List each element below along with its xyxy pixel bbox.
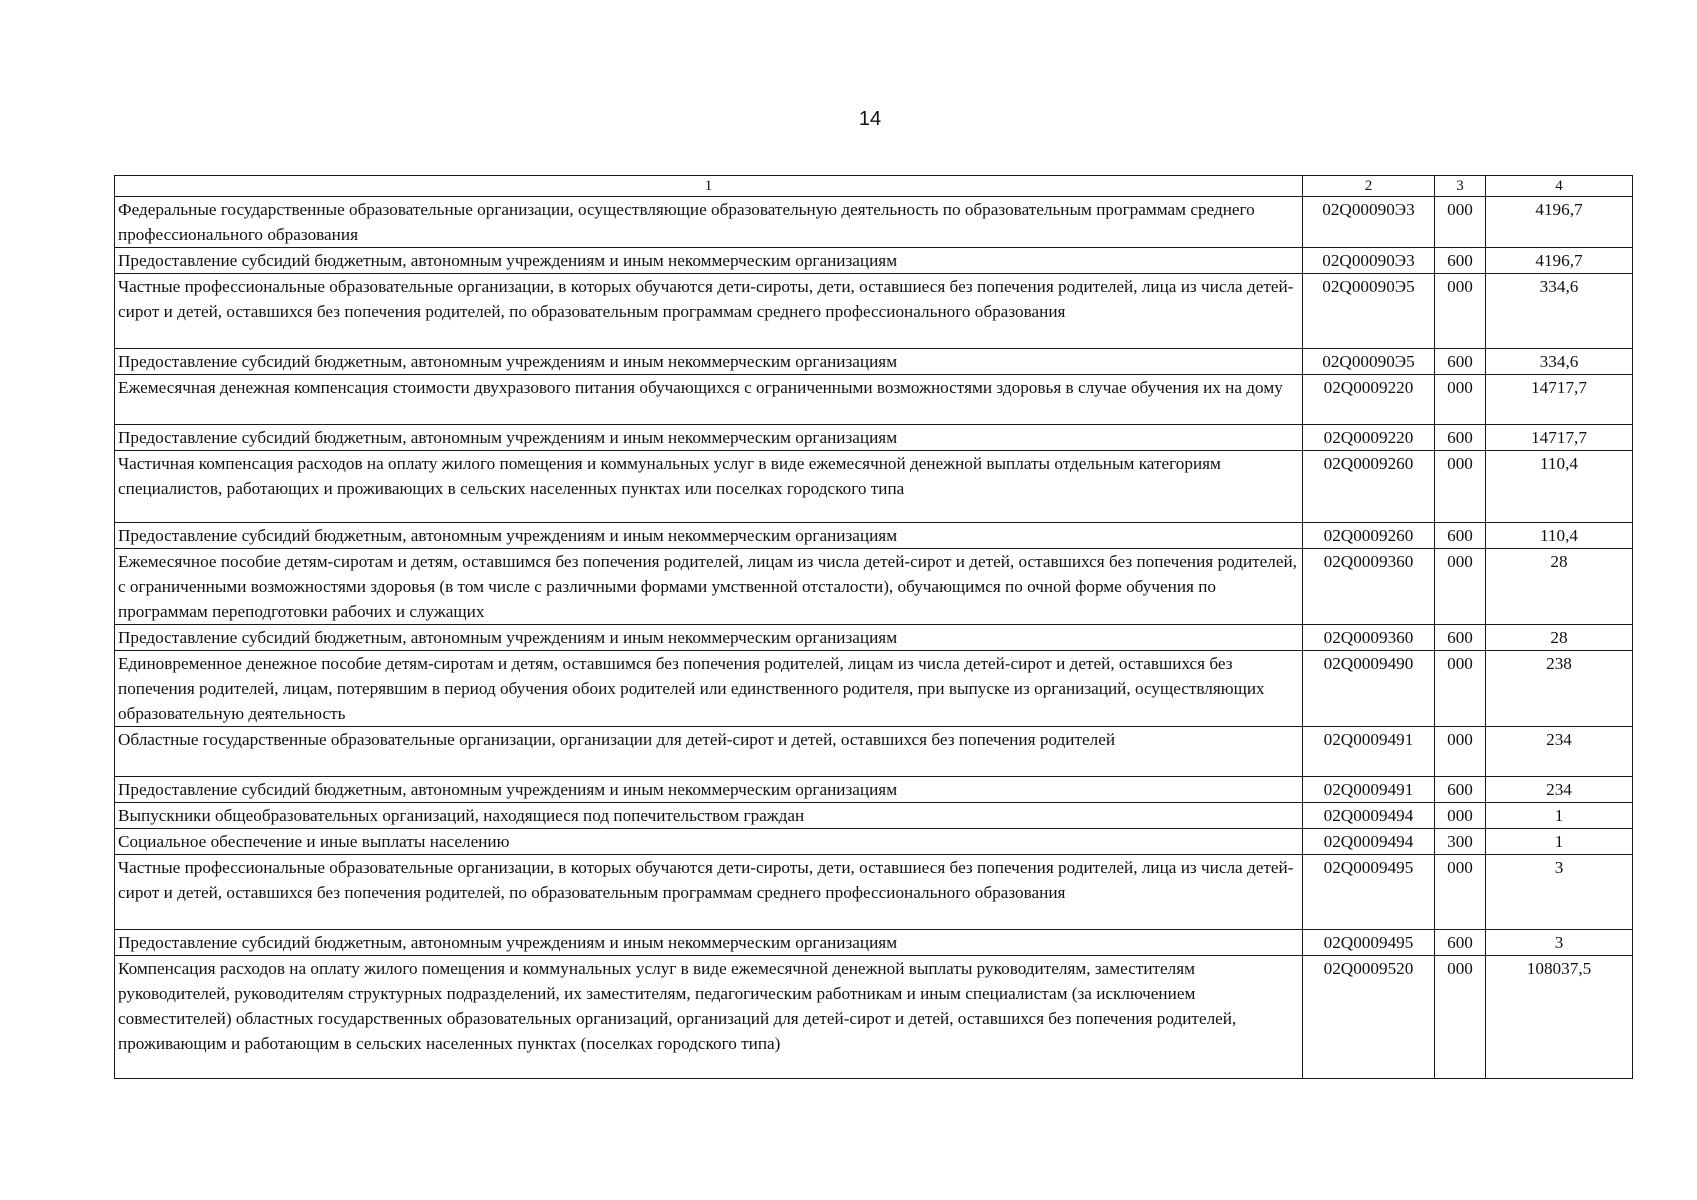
row-code-cell: 02Q0009260 [1303,451,1435,523]
table-row [115,425,1633,451]
row-name-cell: Федеральные государственные образовательные организации, осуществляющие образовательную деятельность по образовательным программам среднего профессионального образования [115,197,1303,248]
row-code-cell: 02Q0009260 [1303,523,1435,549]
row-sum-cell: 14717,7 [1486,425,1633,451]
table-row [115,855,1633,930]
header-col-4: 4 [1486,176,1633,197]
row-code-cell: 02Q0009360 [1303,549,1435,625]
table-row [115,349,1633,375]
row-code-cell: 02Q0009520 [1303,956,1435,1079]
row-type-cell: 000 [1435,274,1486,349]
table-row [115,777,1633,803]
row-sum-cell: 108037,5 [1486,956,1633,1079]
row-type-cell: 000 [1435,375,1486,425]
row-type-cell: 000 [1435,803,1486,829]
row-type-cell: 000 [1435,197,1486,248]
row-sum-cell: 3 [1486,930,1633,956]
row-sum-cell: 14717,7 [1486,375,1633,425]
row-sum-cell: 4196,7 [1486,248,1633,274]
row-code-cell: 02Q00090Э5 [1303,274,1435,349]
row-type-cell: 000 [1435,651,1486,727]
row-type-cell: 600 [1435,523,1486,549]
table-row [115,549,1633,625]
table-row [115,829,1633,855]
row-name-cell: Предоставление субсидий бюджетным, автономным учреждениям и иным некоммерческим организациям [115,425,1303,451]
row-sum-cell: 234 [1486,777,1633,803]
row-name-cell: Ежемесячная денежная компенсация стоимости двухразового питания обучающихся с ограниченными возможностями здоровья в случае обучения их на дому [115,375,1303,425]
row-code-cell: 02Q0009495 [1303,930,1435,956]
row-sum-cell: 1 [1486,829,1633,855]
row-name-cell: Предоставление субсидий бюджетным, автономным учреждениям и иным некоммерческим организациям [115,349,1303,375]
row-name-cell: Предоставление субсидий бюджетным, автономным учреждениям и иным некоммерческим организациям [115,523,1303,549]
row-code-cell: 02Q0009491 [1303,777,1435,803]
row-name-cell: Предоставление субсидий бюджетным, автономным учреждениям и иным некоммерческим организациям [115,930,1303,956]
row-name-cell: Частичная компенсация расходов на оплату жилого помещения и коммунальных услуг в виде ежемесячной денежной выплаты отдельным категориям специалистов, работающих и проживающих в сельских населенных пунктах или поселках городского типа [115,451,1303,523]
row-code-cell: 02Q0009495 [1303,855,1435,930]
row-name-cell: Предоставление субсидий бюджетным, автономным учреждениям и иным некоммерческим организациям [115,777,1303,803]
row-name-cell: Частные профессиональные образовательные организации, в которых обучаются дети-сироты, дети, оставшиеся без попечения родителей, лица из числа детей-сирот и детей, оставшихся без попечения родителей, по образовательным программам среднего профессионального образования [115,855,1303,930]
row-code-cell: 02Q0009220 [1303,375,1435,425]
table-row [115,248,1633,274]
row-type-cell: 300 [1435,829,1486,855]
row-name-cell: Социальное обеспечение и иные выплаты населению [115,829,1303,855]
row-code-cell: 02Q0009220 [1303,425,1435,451]
row-name-cell: Единовременное денежное пособие детям-сиротам и детям, оставшимся без попечения родителей, лицам из числа детей-сирот и детей, оставшихся без попечения родителей, лицам, потерявшим в период обучения обоих родителей или единственного родителя, при выпуске из организаций, осуществляющих образовательную деятельность [115,651,1303,727]
row-type-cell: 600 [1435,248,1486,274]
row-code-cell: 02Q0009491 [1303,727,1435,777]
budget-table [114,175,1633,1079]
table-row [115,651,1633,727]
row-sum-cell: 334,6 [1486,349,1633,375]
table-row [115,625,1633,651]
row-sum-cell: 1 [1486,803,1633,829]
table-row [115,956,1633,1079]
page-number: 14 [858,108,882,130]
row-name-cell: Предоставление субсидий бюджетным, автономным учреждениям и иным некоммерческим организациям [115,625,1303,651]
table-row [115,197,1633,248]
row-code-cell: 02Q00090Э5 [1303,349,1435,375]
row-name-cell: Выпускники общеобразовательных организаций, находящиеся под попечительством граждан [115,803,1303,829]
row-type-cell: 000 [1435,549,1486,625]
row-code-cell: 02Q0009360 [1303,625,1435,651]
table-row [115,930,1633,956]
row-name-cell: Предоставление субсидий бюджетным, автономным учреждениям и иным некоммерческим организациям [115,248,1303,274]
row-name-cell: Компенсация расходов на оплату жилого помещения и коммунальных услуг в виде ежемесячной денежной выплаты руководителям, заместителям руководителей, руководителям структурных подразделений, их заместителям, педагогическим работникам и иным специалистам (за исключением совместителей) областных государственных образовательных организаций, организаций для детей-сирот и детей, оставшихся без попечения родителей, проживающим и работающим в сельских населенных пунктах (поселках городского типа) [115,956,1303,1079]
header-col-3: 3 [1435,176,1486,197]
row-type-cell: 000 [1435,727,1486,777]
row-code-cell: 02Q0009494 [1303,829,1435,855]
row-name-cell: Частные профессиональные образовательные организации, в которых обучаются дети-сироты, дети, оставшиеся без попечения родителей, лица из числа детей-сирот и детей, оставшихся без попечения родителей, по образовательным программам среднего профессионального образования [115,274,1303,349]
table-header-row [115,176,1633,197]
table-row [115,274,1633,349]
header-col-2: 2 [1303,176,1435,197]
row-type-cell: 600 [1435,425,1486,451]
row-type-cell: 600 [1435,777,1486,803]
header-col-1: 1 [115,176,1303,197]
table-row [115,451,1633,523]
row-sum-cell: 234 [1486,727,1633,777]
row-sum-cell: 28 [1486,549,1633,625]
row-sum-cell: 28 [1486,625,1633,651]
row-type-cell: 000 [1435,855,1486,930]
row-code-cell: 02Q00090Э3 [1303,248,1435,274]
row-type-cell: 000 [1435,451,1486,523]
row-sum-cell: 4196,7 [1486,197,1633,248]
table-row [115,803,1633,829]
row-sum-cell: 110,4 [1486,523,1633,549]
row-type-cell: 000 [1435,956,1486,1079]
row-code-cell: 02Q0009490 [1303,651,1435,727]
row-name-cell: Областные государственные образовательные организации, организации для детей-сирот и детей, оставшихся без попечения родителей [115,727,1303,777]
table-row [115,375,1633,425]
row-code-cell: 02Q00090Э3 [1303,197,1435,248]
table-row [115,523,1633,549]
row-type-cell: 600 [1435,930,1486,956]
row-sum-cell: 3 [1486,855,1633,930]
row-sum-cell: 334,6 [1486,274,1633,349]
row-type-cell: 600 [1435,625,1486,651]
row-type-cell: 600 [1435,349,1486,375]
row-name-cell: Ежемесячное пособие детям-сиротам и детям, оставшимся без попечения родителей, лицам из числа детей-сирот и детей, оставшихся без попечения родителей, с ограниченными возможностями здоровья (в том числе с различными формами умственной отсталости), обучающимся по очной форме обучения по программам переподготовки рабочих и служащих [115,549,1303,625]
table-row [115,727,1633,777]
row-code-cell: 02Q0009494 [1303,803,1435,829]
row-sum-cell: 110,4 [1486,451,1633,523]
row-sum-cell: 238 [1486,651,1633,727]
